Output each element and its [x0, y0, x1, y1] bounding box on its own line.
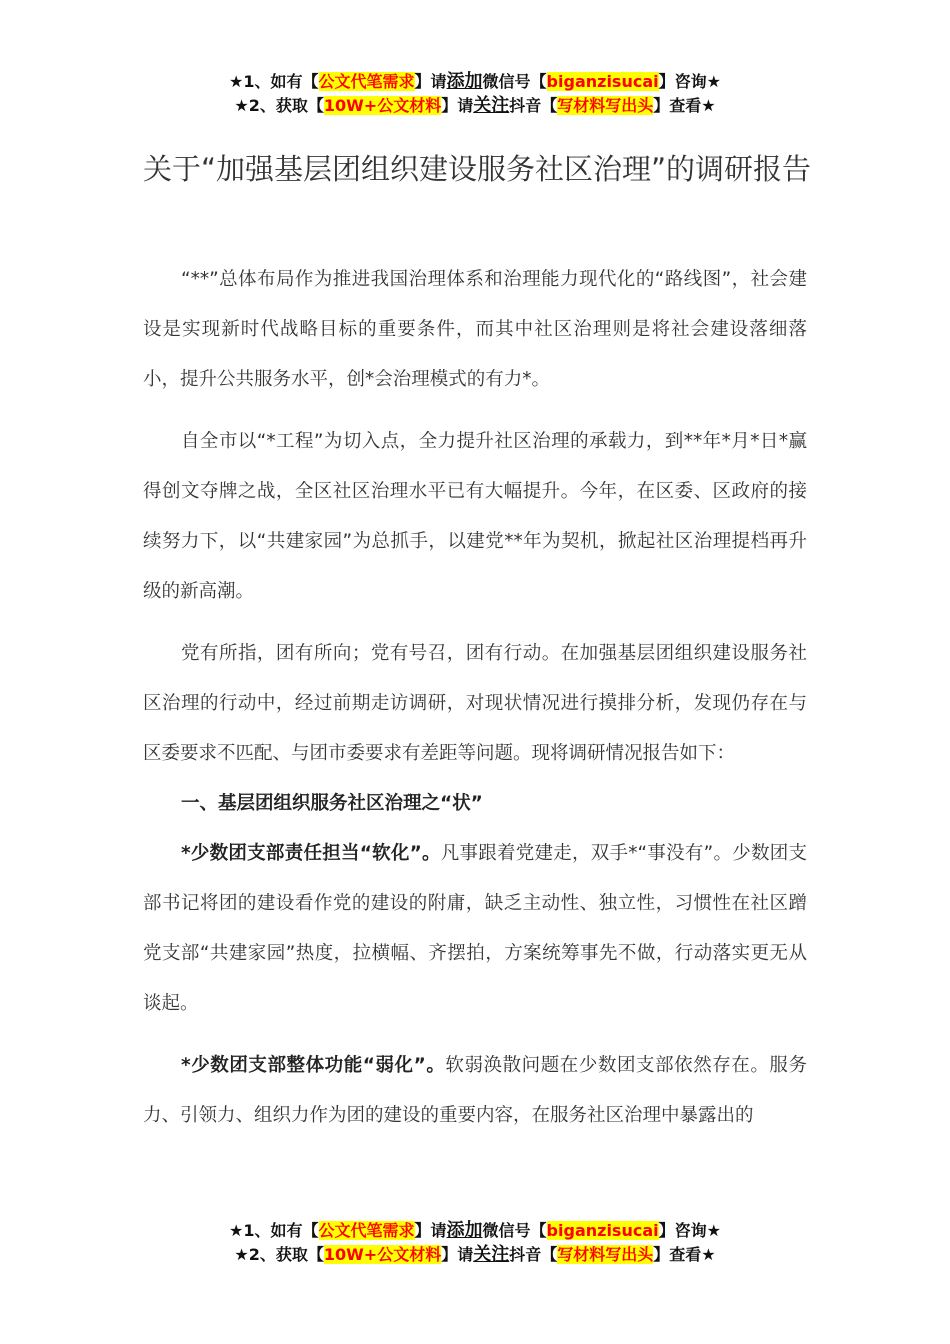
banner-line-2: [0, 94, 950, 118]
item-lead: *少数团支部整体功能“弱化”。: [181, 1055, 446, 1076]
top-banner: [0, 70, 950, 118]
paragraph: [143, 1041, 807, 1141]
banner-text: ★2、获取【: [234, 1245, 324, 1264]
paragraph: 党有所指，团有所向；党有号召，团有行动。在加强基层团组织建设服务社区治理的行动中，经过前期走访调研，对现状情况进行摸排分析，发现仍存在与区委要求不匹配、与团市委要求有差距等问题。现将调研情况报告如下：: [143, 643, 807, 764]
banner-text: ★1、如有【: [229, 72, 319, 91]
paragraph: [143, 829, 807, 1029]
banner-line-1: [0, 70, 950, 94]
item-text: 凡事跟着党建走，双手*“事没有”。少数团支部书记将团的建设看作党的建设的附庸，缺乏主动性、独立性，习惯性在社区蹭党支部“共建家园”热度，拉横幅、齐摆拍，方案统筹事先不做，行动落实更无从谈起。: [143, 843, 807, 1014]
banner-line-2: [0, 1243, 950, 1267]
banner-highlight: 写材料写出头: [557, 96, 654, 115]
item-lead: *少数团支部责任担当“软化”。: [181, 843, 441, 864]
paragraph: “**”总体布局作为推进我国治理体系和治理能力现代化的“路线图”，社会建设是实现新时代战略目标的重要条件，而其中社区治理则是将社会建设落细落小，提升公共服务水平，创*会治理模式的有力*。: [143, 269, 807, 390]
banner-text: 】请: [441, 96, 474, 115]
banner-text: 抖音【: [509, 1245, 558, 1264]
banner-text: 】请: [441, 1245, 474, 1264]
banner-text: ★2、获取【: [234, 96, 324, 115]
banner-highlight: 公文代笔需求: [318, 72, 415, 91]
banner-highlight: 10W+公文材料: [323, 96, 442, 115]
banner-text: 抖音【: [509, 96, 558, 115]
banner-highlight: biganzisucai: [546, 1221, 659, 1240]
banner-text: ★1、如有【: [229, 1221, 319, 1240]
bottom-banner: [0, 1219, 950, 1267]
banner-highlight: biganzisucai: [546, 72, 659, 91]
banner-highlight: 公文代笔需求: [318, 1221, 415, 1240]
banner-text: 】查看★: [653, 1245, 716, 1264]
banner-highlight: 10W+公文材料: [323, 1245, 442, 1264]
section-heading: 一、基层团组织服务社区治理之“状”: [181, 793, 483, 814]
banner-emphasis: 添加: [446, 71, 483, 92]
banner-text: 】请: [414, 72, 447, 91]
banner-highlight: 写材料写出头: [557, 1245, 654, 1264]
document-body: [143, 255, 807, 1141]
paragraph: 自全市以“*工程”为切入点，全力提升社区治理的承载力，到**年*月*日*赢得创文夺牌之战，全区社区治理水平已有大幅提升。今年，在区委、区政府的接续努力下，以“共建家园”为总抓手，以建党**年为契机，掀起社区治理提档再升级的新高潮。: [143, 431, 807, 602]
banner-emphasis: 关注: [473, 95, 510, 116]
banner-text: 】请: [414, 1221, 447, 1240]
item-text: 软弱涣散问题在少数团支部依然存在。服务力、引领力、组织力作为团的建设的重要内容，在服务社区治理中暴露出的: [143, 1055, 807, 1126]
banner-text: 微信号【: [482, 72, 547, 91]
banner-text: 】咨询★: [658, 1221, 721, 1240]
banner-emphasis: 添加: [446, 1220, 483, 1241]
banner-line-1: [0, 1219, 950, 1243]
banner-text: 微信号【: [482, 1221, 547, 1240]
banner-text: 】咨询★: [658, 72, 721, 91]
document-title: 关于“加强基层团组织建设服务社区治理”的调研报告: [143, 152, 812, 186]
banner-text: 】查看★: [653, 96, 716, 115]
banner-emphasis: 关注: [473, 1244, 510, 1265]
